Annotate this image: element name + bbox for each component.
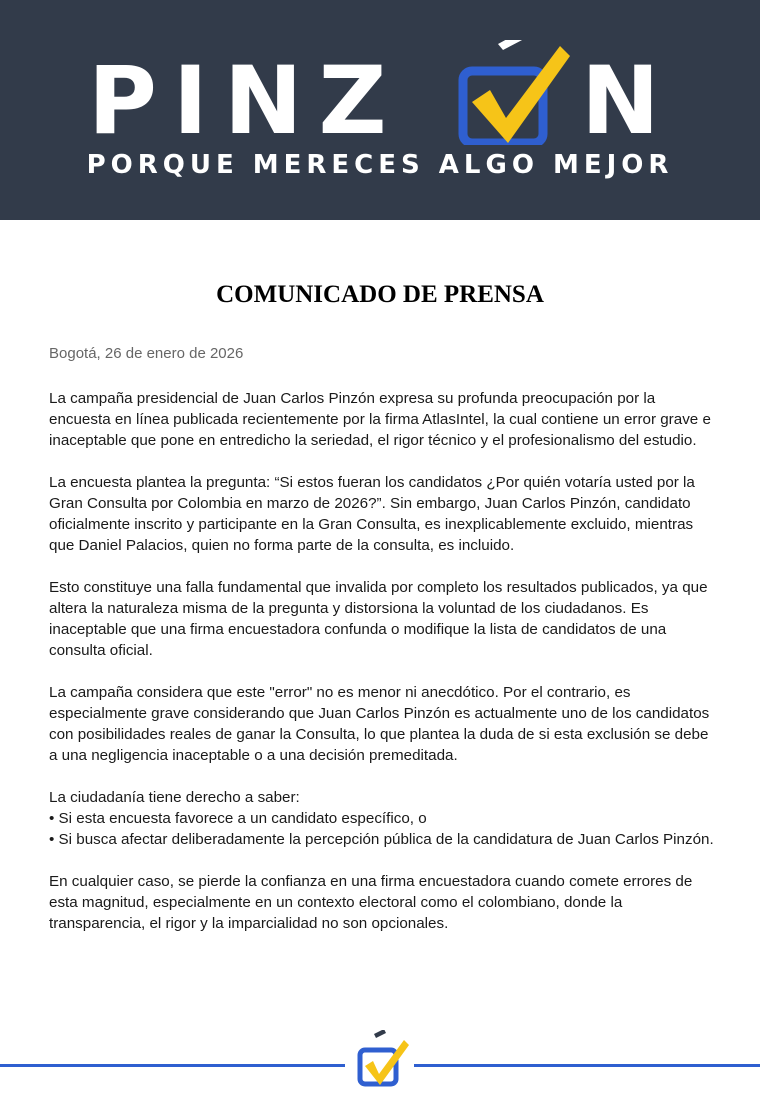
footer-checkbox-icon [354,1030,410,1090]
document-body [49,388,715,955]
footer-divider-left [0,1064,345,1067]
list-item: • Si busca afectar deliberadamente la percepción pública de la candidatura de Juan Carlos Pinzón. [49,831,714,848]
list-item: • Si esta encuesta favorece a un candidato específico, o [49,810,427,827]
list-intro: La ciudadanía tiene derecho a saber: [49,789,300,806]
document-date: Bogotá, 26 de enero de 2026 [49,345,244,362]
footer-divider-right [414,1064,760,1067]
slogan: PORQUE MERECES ALGO MEJOR [86,150,674,180]
logo-text-right: N [581,47,660,145]
paragraph-2: La encuesta plantea la pregunta: “Si estos fueran los candidatos ¿Por quién votaría usted por la Gran Consulta por Colombia en marzo de 2026?”. Sin embargo, Juan Carlos Pinzón, candidato oficialmente inscrito y participante en la Gran Consulta, es inexplicablemente excluido, mientras que Daniel Palacios, quien no forma parte de la consulta, es incluido. [49,474,695,554]
campaign-logo [0,40,760,145]
document-title: COMUNICADO DE PRENSA [216,281,544,308]
logo-text-left: PINZ [88,47,403,145]
checkbox-check-icon [463,40,570,143]
paragraph-1: La campaña presidencial de Juan Carlos Pinzón expresa su profunda preocupación por la encuesta en línea publicada recientemente por la firma AtlasIntel, la cual contiene un error grave e inaceptable que pone en entredicho la seriedad, el rigor técnico y el profesionalismo del estudio. [49,390,711,449]
paragraph-4: La campaña considera que este "error" no es menor ni anecdótico. Por el contrario, es especialmente grave considerando que Juan Carlos Pinzón es actualmente uno de los candidatos con posibilidades reales de ganar la Consulta, lo que plantea la duda de si esta exclusión se debe a una negligencia inaceptable o a una decisión premeditada. [49,684,710,764]
bullet-list [49,808,715,850]
closing-paragraph: En cualquier caso, se pierde la confianza en una firma encuestadora cuando comete errores de esta magnitud, especialmente en un contexto electoral como el colombiano, donde la transparencia, el rigor y la imparcialidad no son opcionales. [49,873,693,932]
paragraph-3: Esto constituye una falla fundamental que invalida por completo los resultados publicados, ya que altera la naturaleza misma de la pregunta y distorsiona la voluntad de los ciudadanos. Es inaceptable que una firma encuestadora confunda o modifique la lista de candidatos de una consulta oficial. [49,579,708,659]
header-banner [0,0,760,220]
